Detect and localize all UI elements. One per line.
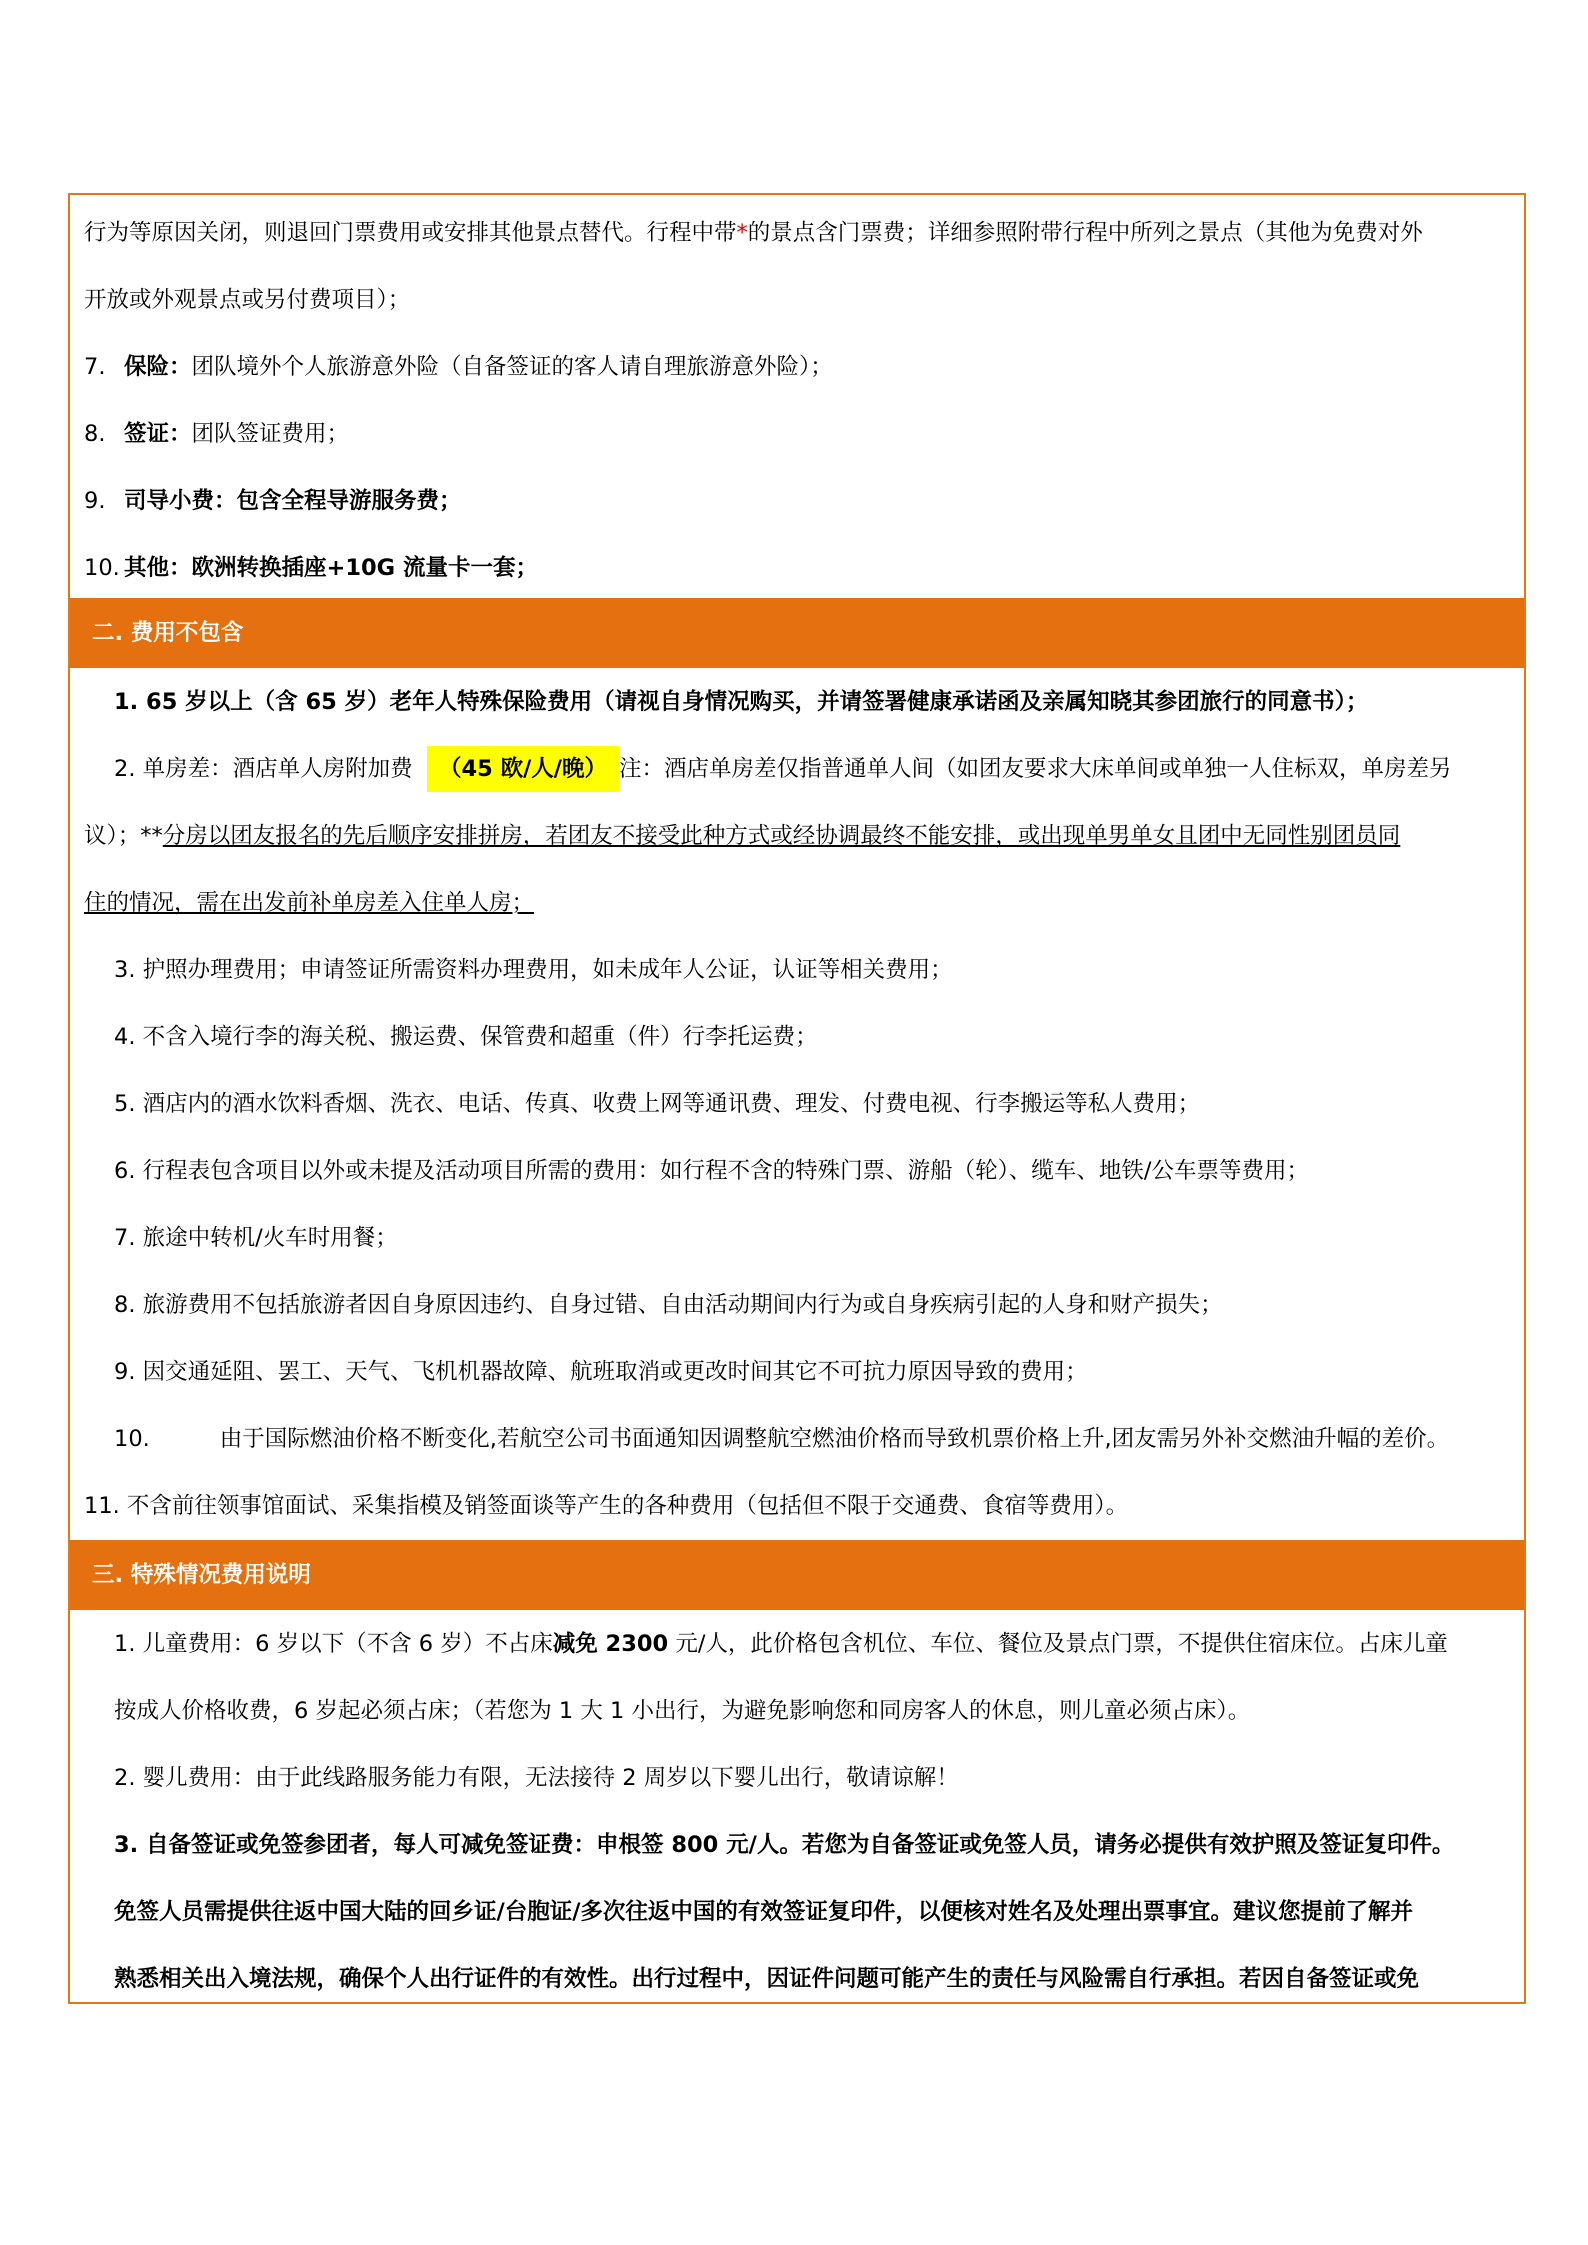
text-segment: 的景点含门票费；详细参照附带行程中所列之景点（其他为免费对外: [747, 220, 1423, 246]
excluded-item-6: 6. 行程表包含项目以外或未提及活动项目所需的费用：如行程不含的特殊门票、游船（轮）、缆车、地铁/公车票等费用；: [114, 1158, 1309, 1184]
section-header-special: 三. 特殊情况费用说明: [70, 1540, 1524, 1610]
asterisk-mark: *: [736, 220, 748, 246]
section-header-excluded: 二. 费用不包含: [70, 598, 1524, 668]
excluded-item-9: 9. 因交通延阻、罢工、天气、飞机机器故障、航班取消或更改时间其它不可抗力原因导致的费用；: [114, 1359, 1088, 1385]
special-item-1-cont: 按成人价格收费，6 岁起必须占床；（若您为 1 大 1 小出行，为避免影响您和同房客人的休息，则儿童必须占床）。: [114, 1698, 1251, 1724]
price-highlight: （45 欧/人/晚）: [427, 746, 619, 792]
included-item-8: 8. 签证：团队签证费用；: [84, 421, 350, 447]
excluded-item-1: 1. 65 岁以上（含 65 岁）老年人特殊保险费用（请视自身情况购买，并请签署健康承诺函及亲属知晓其参团旅行的同意书）；: [114, 689, 1369, 715]
special-item-3-cont: 免签人员需提供往返中国大陆的回乡证/台胞证/多次往返中国的有效签证复印件，以便核对姓名及处理出票事宜。建议您提前了解并: [114, 1899, 1413, 1925]
excluded-item-2: 2. 单房差：酒店单人房附加费 （45 欧/人/晚） 注：酒店单房差仅指普通单人间（如团友要求大床单间或单独一人住标双，单房差另: [70, 736, 1524, 803]
excluded-item-11: 11. 不含前往领事馆面试、采集指模及销签面谈等产生的各种费用（包括但不限于交通费、食宿等费用）。: [84, 1493, 1129, 1519]
excluded-item-5: 5. 酒店内的酒水饮料香烟、洗衣、电话、传真、收费上网等通讯费、理发、付费电视、行李搬运等私人费用；: [114, 1091, 1201, 1117]
included-item-7: 7. 保险：团队境外个人旅游意外险（自备签证的客人请自理旅游意外险）；: [84, 354, 833, 380]
text-line: [70, 200, 1524, 267]
excluded-item-2-cont: 住的情况，需在出发前补单房差入住单人房；: [84, 890, 535, 916]
included-item-9: 9. 司导小费：包含全程导游服务费；: [84, 488, 462, 514]
fee-details-frame: [68, 193, 1526, 2004]
excluded-item-2-cont: 议）；**分房以团友报名的先后顺序安排拼房，若团友不接受此种方式或经协调最终不能安排，或出现单男单女且团中无同性别团员同: [84, 823, 1401, 849]
excluded-item-3: 3. 护照办理费用；申请签证所需资料办理费用，如未成年人公证，认证等相关费用；: [114, 957, 953, 983]
special-item-1: 1. 儿童费用：6 岁以下（不含 6 岁）不占床减免 2300 元/人，此价格包含机位、车位、餐位及景点门票，不提供住宿床位。占床儿童: [114, 1631, 1448, 1657]
text-segment: 行为等原因关闭，则退回门票费用或安排其他景点替代。行程中带: [84, 220, 737, 246]
special-item-3: 3. 自备签证或免签参团者，每人可减免签证费：申根签 800 元/人。若您为自备签证或免签人员，请务必提供有效护照及签证复印件。: [114, 1832, 1455, 1858]
excluded-item-4: 4. 不含入境行李的海关税、搬运费、保管费和超重（件）行李托运费；: [114, 1024, 818, 1050]
special-item-3-cont: 熟悉相关出入境法规，确保个人出行证件的有效性。出行过程中，因证件问题可能产生的责任与风险需自行承担。若因自备签证或免: [114, 1966, 1420, 1992]
excluded-item-7: 7. 旅途中转机/火车时用餐；: [114, 1225, 398, 1251]
excluded-item-10: 10. 由于国际燃油价格不断变化,若航空公司书面通知因调整航空燃油价格而导致机票价格上升,团友需另外补交燃油升幅的差价。: [114, 1426, 1450, 1452]
excluded-item-8: 8. 旅游费用不包括旅游者因自身原因违约、自身过错、自由活动期间内行为或自身疾病引起的人身和财产损失；: [114, 1292, 1223, 1318]
special-item-2: 2. 婴儿费用：由于此线路服务能力有限，无法接待 2 周岁以下婴儿出行，敬请谅解！: [114, 1765, 959, 1791]
included-item-10: 10. 其他：欧洲转换插座+10G 流量卡一套；: [84, 555, 538, 581]
text-line: 开放或外观景点或另付费项目）；: [84, 287, 411, 313]
